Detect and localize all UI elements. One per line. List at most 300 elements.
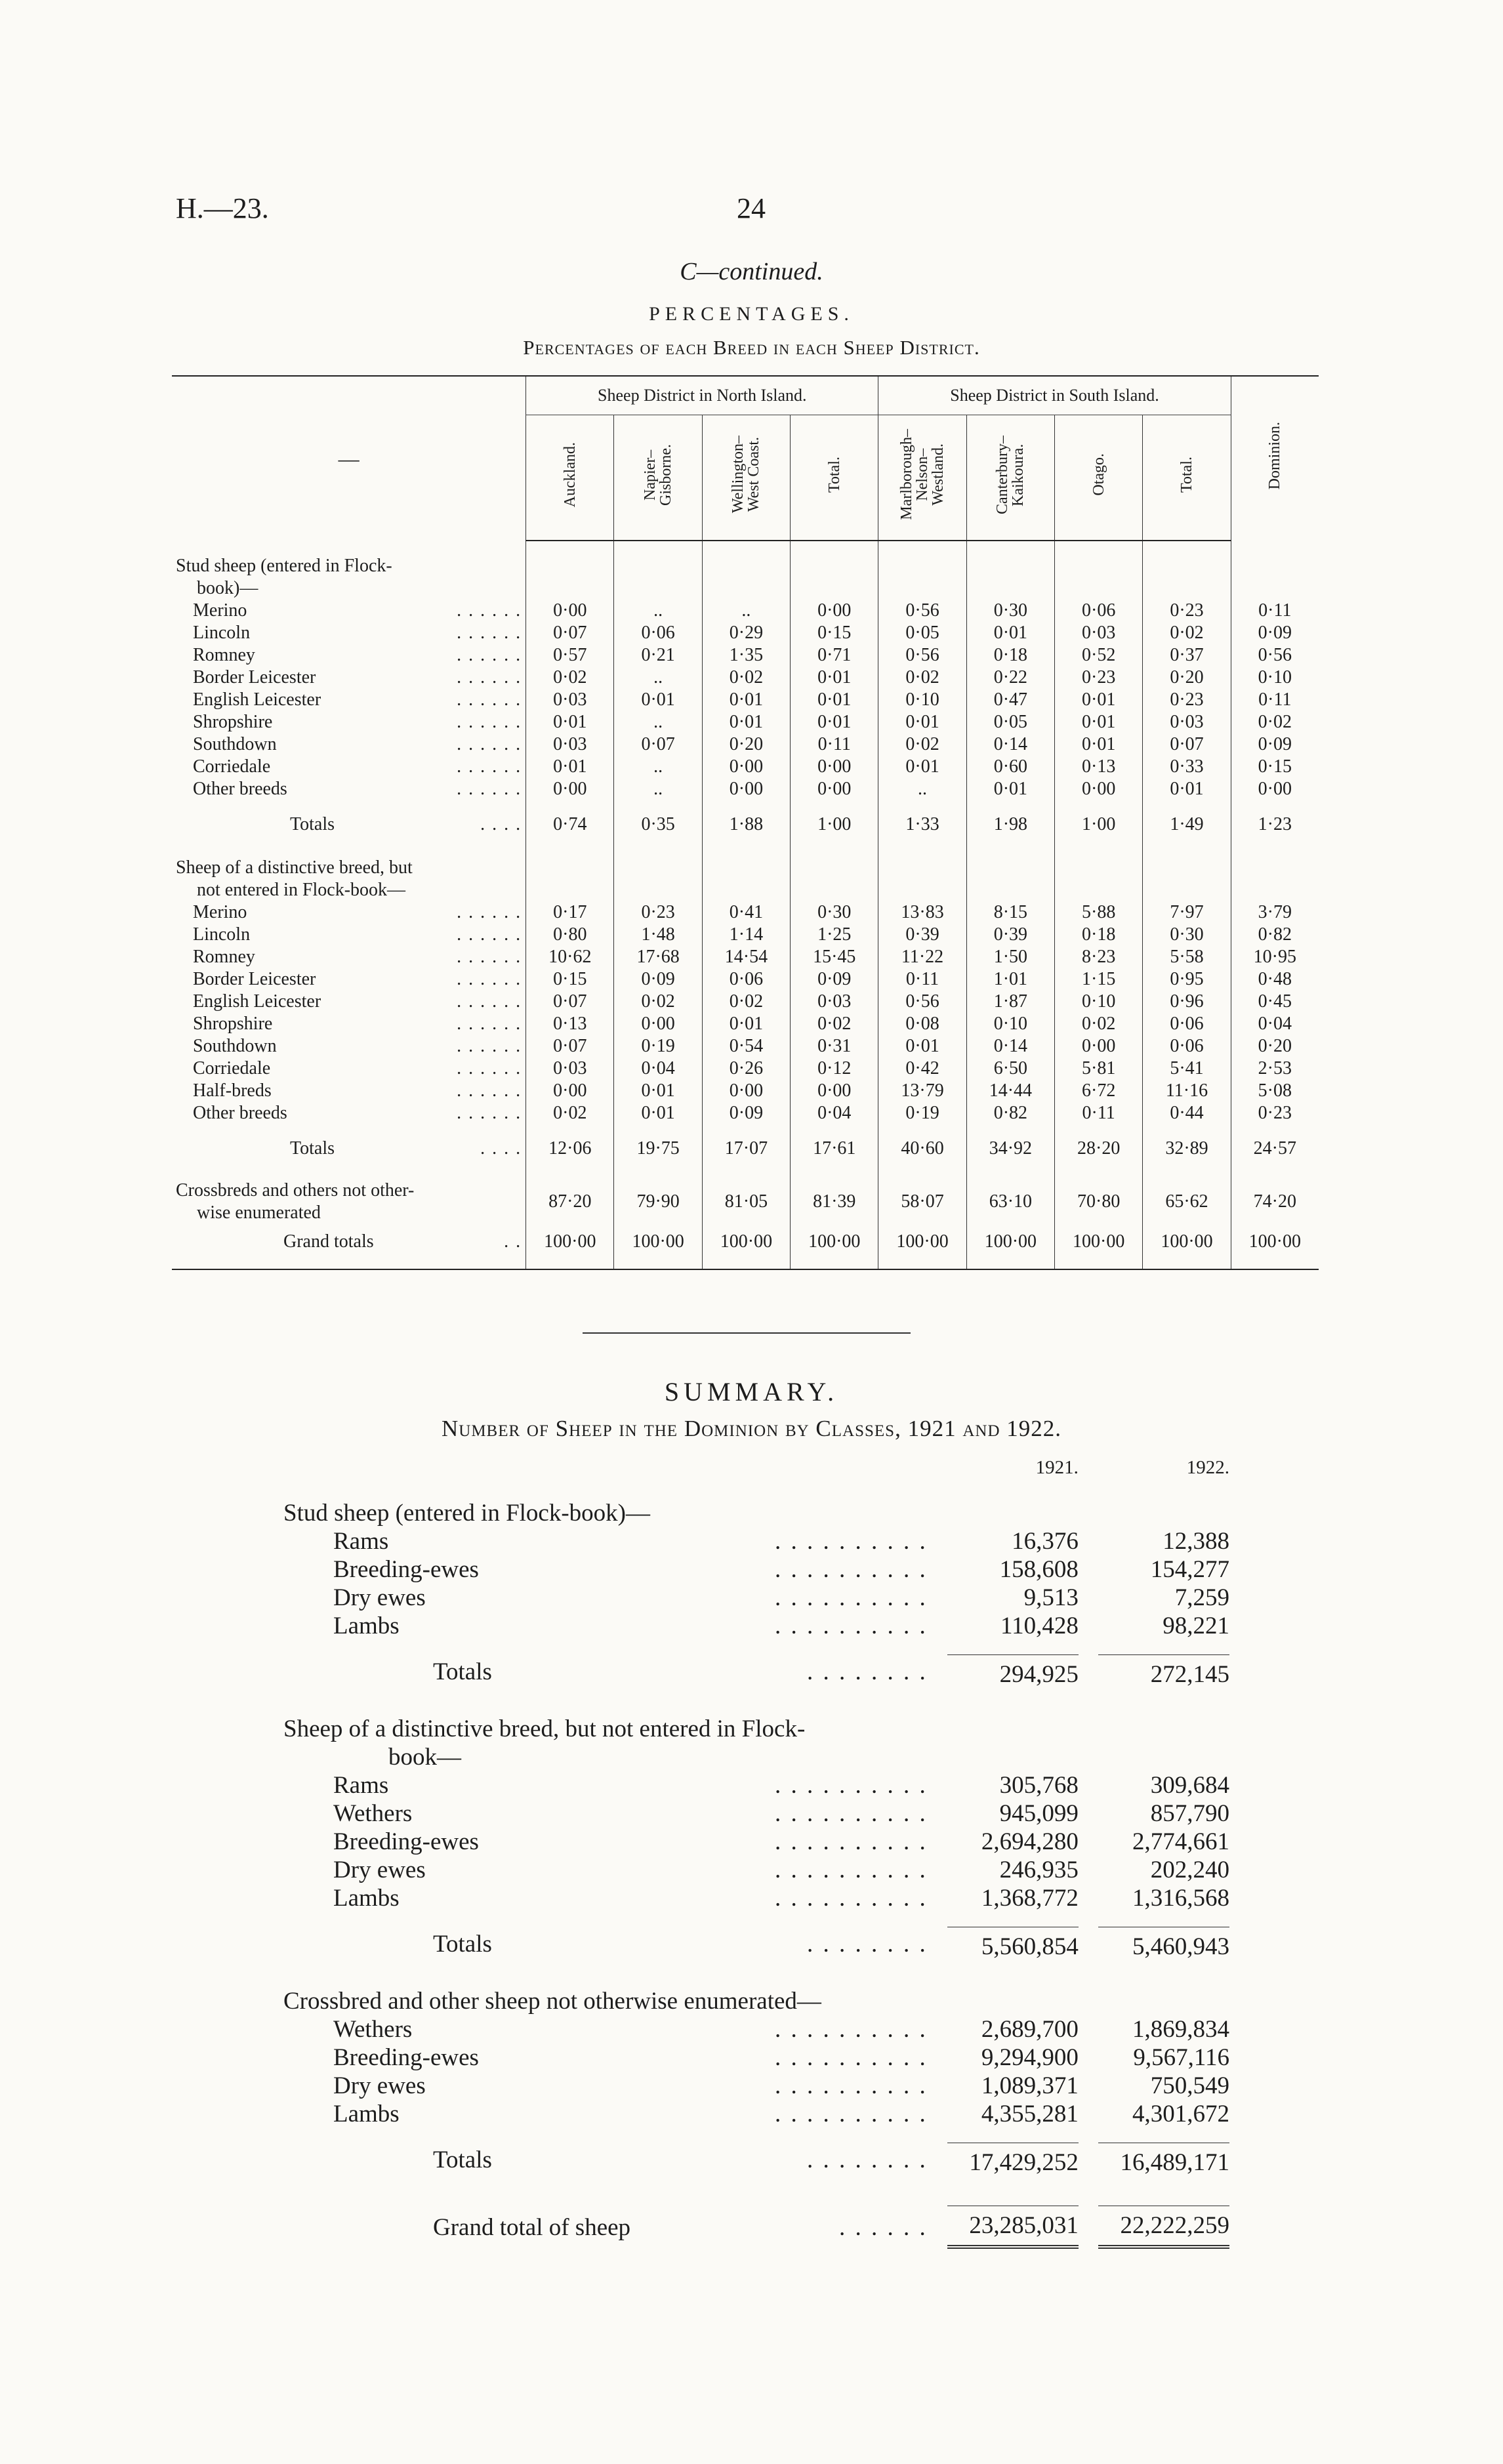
table-cell: .. [614, 756, 702, 778]
leader-dots: . . . . . . [457, 1103, 522, 1123]
table-cell: 81·05 [702, 1166, 790, 1231]
summary-total-1921 [930, 1640, 1081, 1703]
table-cell: 0·00 [791, 778, 878, 800]
table-cell: 1·14 [702, 924, 790, 946]
table-cell: 100·00 [878, 1231, 966, 1269]
table-cell: 0·11 [791, 733, 878, 756]
row-label [172, 778, 526, 800]
table-cell: 5·88 [1055, 901, 1143, 924]
summary-row-label-text: Lambs [333, 2101, 400, 2127]
table-cell: 1·50 [966, 946, 1054, 968]
table-cell: 0·17 [526, 901, 614, 924]
table-cell: 1·88 [702, 800, 790, 842]
grand-totals-label-text: Grand totals [283, 1231, 374, 1252]
summary-totals-label-text: Totals [433, 1658, 492, 1685]
leader-dots: . . . . . . [457, 991, 522, 1012]
table-cell: 0·23 [614, 901, 702, 924]
leader-dots: . . . . . . . . . . [775, 1857, 928, 1883]
table-cell: 28·20 [1055, 1124, 1143, 1166]
leader-dots: . . . . . . [457, 600, 522, 621]
summary-row [281, 1856, 1232, 1884]
summary-row [281, 1555, 1232, 1584]
table-cell: 0·03 [526, 733, 614, 756]
continued-label: C—continued. [680, 258, 823, 285]
table-cell: 0·09 [1231, 622, 1319, 644]
summary-group-heading [281, 1487, 1232, 1527]
leader-dots: . . . . . . . . [807, 2146, 928, 2173]
table-cell: 0·15 [791, 622, 878, 644]
table-cell: 0·33 [1143, 756, 1231, 778]
crossbreds-row [172, 1166, 1319, 1231]
summary-row-label [281, 1555, 930, 1584]
table-cell: 0·01 [614, 689, 702, 711]
summary-value-1922: 12,388 [1163, 1528, 1229, 1555]
summary-totals-label [281, 1640, 930, 1703]
table-cell: 5·81 [1055, 1057, 1143, 1080]
summary-group-heading-line2: book— [388, 1744, 461, 1771]
table-cell: 5·58 [1143, 946, 1231, 968]
empty-cell [878, 842, 966, 901]
row-label [172, 711, 526, 733]
row-label-text: Southdown [193, 1036, 277, 1056]
table-cell: 0·02 [1055, 1013, 1143, 1035]
table-cell: 0·20 [1143, 667, 1231, 689]
summary-value-1922: 202,240 [1150, 1857, 1229, 1883]
table-row [172, 946, 1319, 968]
table-cell: 0·30 [791, 901, 878, 924]
summary-value-1922: 9,567,116 [1133, 2044, 1229, 2071]
summary-value-1921: 9,513 [1023, 1584, 1079, 1611]
summary-grand-total-1921 [930, 2191, 1081, 2263]
summary-group-heading-row [281, 1975, 1232, 2015]
row-label-text: Shropshire [193, 712, 273, 732]
table-cell: 6·72 [1055, 1080, 1143, 1102]
table-cell: 1·00 [1055, 800, 1143, 842]
table-cell: 1·48 [614, 924, 702, 946]
table-cell: 0·01 [1055, 711, 1143, 733]
summary-group-heading-text: Stud sheep (entered in Flock-book)— [283, 1500, 650, 1527]
table-cell: 0·09 [791, 968, 878, 991]
summary-value-1921: 2,689,700 [981, 2016, 1079, 2043]
table-cell: 11·22 [878, 946, 966, 968]
row-label-text: Lincoln [193, 623, 251, 643]
page-number: 24 [737, 192, 766, 224]
south-island-group-header: Sheep District in South Island. [878, 376, 1231, 415]
summary-value-1921: 246,935 [999, 1857, 1079, 1883]
leader-dots: . . . . . . [457, 734, 522, 754]
table-cell: 0·01 [702, 689, 790, 711]
table-cell: 0·47 [966, 689, 1054, 711]
table-cell: 100·00 [614, 1231, 702, 1269]
leader-dots: . . . . . . [457, 1080, 522, 1101]
summary-value-1921: 4,355,281 [981, 2101, 1079, 2127]
table-cell: 0·00 [614, 1013, 702, 1035]
percentages-title: PERCENTAGES. [649, 303, 854, 325]
table-cell: 65·62 [1143, 1166, 1231, 1231]
summary-row-label-text: Wethers [333, 1800, 413, 1827]
crossbreds-line2: wise enumerated [197, 1202, 321, 1223]
empty-cell [1055, 842, 1143, 901]
leader-dots: . . . . . . . . . . [775, 1772, 928, 1799]
table-cell: 19·75 [614, 1124, 702, 1166]
row-label [172, 644, 526, 667]
summary-value-1921: 110,428 [1000, 1612, 1079, 1639]
summary-totals-label [281, 2128, 930, 2191]
table-cell: 0·04 [1231, 1013, 1319, 1035]
table-cell: 0·14 [966, 733, 1054, 756]
table-cell: 0·00 [526, 1080, 614, 1102]
table-cell: 32·89 [1143, 1124, 1231, 1166]
empty-cell [1055, 541, 1143, 600]
col-header-marlborough-nelson-westland: Marlborough– Nelson– Westland. [878, 415, 966, 541]
table-cell: 15·45 [791, 946, 878, 968]
table-cell: 0·48 [1231, 968, 1319, 991]
summary-row-label [281, 2072, 930, 2100]
table-cell: 0·07 [526, 991, 614, 1013]
table-cell: 0·06 [1143, 1013, 1231, 1035]
table-cell: 0·26 [702, 1057, 790, 1080]
table-cell: 0·03 [1055, 622, 1143, 644]
table-cell: 0·80 [526, 924, 614, 946]
summary-total-1921-text: 5,560,854 [947, 1927, 1079, 1961]
summary-value-1921: 305,768 [999, 1772, 1079, 1799]
table-cell: 0·13 [526, 1013, 614, 1035]
year-header-1921: 1921. [1035, 1457, 1079, 1478]
summary-value-1921: 158,608 [999, 1556, 1079, 1583]
summary-row-label-text: Breeding-ewes [333, 2044, 479, 2071]
table-cell: 0·37 [1143, 644, 1231, 667]
table-cell: 0·02 [702, 991, 790, 1013]
table-cell: 0·19 [614, 1035, 702, 1057]
table-cell: 0·45 [1231, 991, 1319, 1013]
table-cell: 0·01 [614, 1080, 702, 1102]
summary-grand-total-1921-text: 23,285,031 [947, 2206, 1079, 2249]
row-label [172, 924, 526, 946]
table-cell: 0·11 [1231, 600, 1319, 622]
summary-value-1921: 9,294,900 [981, 2044, 1079, 2071]
table-cell: 0·41 [702, 901, 790, 924]
summary-row-label [281, 2100, 930, 2128]
leader-dots: . . . . . . [457, 779, 522, 799]
row-label-text: Romney [193, 947, 255, 967]
table-cell: 17·61 [791, 1124, 878, 1166]
table-cell: 0·29 [702, 622, 790, 644]
table-cell: .. [614, 778, 702, 800]
col-header-north-total: Total. [791, 415, 878, 541]
table-cell: 0·11 [878, 968, 966, 991]
leader-dots: . . . . . . . . . . [775, 1528, 928, 1555]
leader-dots: . . . . . . [457, 756, 522, 777]
summary-row-label [281, 1856, 930, 1884]
summary-total-1922-text: 16,489,171 [1098, 2143, 1229, 2177]
table-cell: 1·98 [966, 800, 1054, 842]
section-heading-row [172, 541, 1319, 600]
table-cell: 0·02 [878, 733, 966, 756]
section-heading-line1: Stud sheep (entered in Flock- [176, 556, 392, 576]
totals-label [172, 800, 526, 842]
leader-dots: . . . . . . . . . . [775, 2101, 928, 2127]
row-label-text: Lincoln [193, 924, 251, 945]
table-cell: 0·03 [1143, 711, 1231, 733]
empty-cell [614, 541, 702, 600]
table-cell: .. [614, 667, 702, 689]
table-cell: 0·02 [702, 667, 790, 689]
summary-row-label [281, 2043, 930, 2072]
table-cell: 0·42 [878, 1057, 966, 1080]
summary-totals-label-text: Totals [433, 2146, 492, 2173]
table-cell: 0·09 [1231, 733, 1319, 756]
summary-row-label [281, 2015, 930, 2043]
summary-value-1922: 98,221 [1163, 1612, 1229, 1639]
table-cell: 0·39 [966, 924, 1054, 946]
report-reference: H.—23. [176, 192, 269, 224]
col-header-wellington-west-coast: Wellington– West Coast. [702, 415, 790, 541]
leader-dots: . . . . . . . . . . [775, 1828, 928, 1855]
table-cell: 0·00 [702, 778, 790, 800]
table-cell: 0·60 [966, 756, 1054, 778]
row-label [172, 946, 526, 968]
row-label-text: Border Leicester [193, 667, 316, 688]
leader-dots: . . . . . . [457, 1036, 522, 1056]
summary-row [281, 2043, 1232, 2072]
leader-dots: . . . . . . [457, 645, 522, 665]
summary-table [281, 1451, 1232, 2263]
table-cell: 0·11 [1231, 689, 1319, 711]
section-divider [583, 1332, 911, 1334]
table-row [172, 778, 1319, 800]
summary-value-1922: 750,549 [1150, 2072, 1229, 2099]
table-cell: 0·07 [526, 1035, 614, 1057]
table-cell: 0·56 [1231, 644, 1319, 667]
row-label-text: Romney [193, 645, 255, 665]
table-cell: 0·52 [1055, 644, 1143, 667]
table-row [172, 901, 1319, 924]
table-cell: 0·14 [966, 1035, 1054, 1057]
table-cell: 0·01 [1143, 778, 1231, 800]
table-cell: .. [614, 600, 702, 622]
summary-row-label-text: Breeding-ewes [333, 1828, 479, 1855]
col-header-dominion: Dominion. [1231, 376, 1319, 541]
table-cell: 0·10 [1055, 991, 1143, 1013]
totals-row [172, 1124, 1319, 1166]
leader-dots: . . . . . . . . . . [775, 1584, 928, 1611]
table-cell: 40·60 [878, 1124, 966, 1166]
empty-cell [791, 842, 878, 901]
crossbreds-line1: Crossbreds and others not other- [176, 1180, 415, 1201]
leader-dots: . . . . . . [457, 1058, 522, 1078]
table-row [172, 622, 1319, 644]
empty-cell [614, 842, 702, 901]
summary-value-1922: 1,316,568 [1132, 1885, 1229, 1912]
empty-cell [1143, 842, 1231, 901]
empty-cell [878, 541, 966, 600]
totals-label-text: Totals [290, 814, 335, 834]
summary-value-1921: 2,694,280 [981, 1828, 1079, 1855]
table-cell: 1·15 [1055, 968, 1143, 991]
table-cell: 0·01 [702, 711, 790, 733]
summary-totals-row [281, 1640, 1232, 1703]
empty-cell [702, 842, 790, 901]
section-heading [172, 842, 526, 901]
summary-grand-total-1922-text: 22,222,259 [1098, 2206, 1229, 2249]
table-cell: 0·01 [614, 1102, 702, 1124]
table-cell: 0·00 [791, 1080, 878, 1102]
table-row [172, 924, 1319, 946]
table-cell: 0·23 [1055, 667, 1143, 689]
table-cell: 5·08 [1231, 1080, 1319, 1102]
table-cell: 0·01 [1055, 733, 1143, 756]
table-cell: 0·15 [1231, 756, 1319, 778]
table-row [172, 667, 1319, 689]
table-cell: 14·44 [966, 1080, 1054, 1102]
empty-cell [702, 541, 790, 600]
table-cell: 0·01 [878, 756, 966, 778]
row-label [172, 667, 526, 689]
table-row [172, 1057, 1319, 1080]
table-cell: 7·97 [1143, 901, 1231, 924]
summary-group-heading [281, 1703, 1232, 1771]
table-cell: 12·06 [526, 1124, 614, 1166]
row-label [172, 733, 526, 756]
section-heading-line2: book)— [197, 578, 258, 598]
table-cell: 0·56 [878, 600, 966, 622]
leader-dots: . . . . . . [457, 969, 522, 989]
table-cell: 14·54 [702, 946, 790, 968]
table-cell: 0·06 [1143, 1035, 1231, 1057]
table-row [172, 1013, 1319, 1035]
table-cell: 0·02 [1143, 622, 1231, 644]
leader-dots: . . . . . . [457, 667, 522, 688]
col-header-napier-gisborne: Napier– Gisborne. [614, 415, 702, 541]
leader-dots: . . . . . . [457, 947, 522, 967]
table-cell: 0·00 [702, 756, 790, 778]
table-cell: 1·35 [702, 644, 790, 667]
row-label [172, 756, 526, 778]
section-heading [172, 541, 526, 600]
leader-dots: . . . . . . [457, 902, 522, 922]
leader-dots: . . . . . . . . . . [775, 2072, 928, 2099]
summary-row-label [281, 1828, 930, 1856]
table-cell: 0·21 [614, 644, 702, 667]
table-cell: 0·56 [878, 644, 966, 667]
summary-row-label [281, 1884, 930, 1912]
table-cell: 5·41 [1143, 1057, 1231, 1080]
table-cell: 1·01 [966, 968, 1054, 991]
summary-row-label-text: Breeding-ewes [333, 1556, 479, 1583]
empty-cell [966, 842, 1054, 901]
table-cell: 0·20 [702, 733, 790, 756]
leader-dots: . . [504, 1231, 522, 1252]
table-cell: 0·00 [526, 600, 614, 622]
table-cell: 0·02 [791, 1013, 878, 1035]
summary-row [281, 2072, 1232, 2100]
table-cell: 0·95 [1143, 968, 1231, 991]
table-cell: 100·00 [1231, 1231, 1319, 1269]
table-cell: 0·31 [791, 1035, 878, 1057]
leader-dots: . . . . . . . . . . [775, 2016, 928, 2043]
row-label [172, 600, 526, 622]
table-cell: 0·03 [526, 689, 614, 711]
table-cell: 0·71 [791, 644, 878, 667]
summary-row [281, 1584, 1232, 1612]
table-cell: 1·87 [966, 991, 1054, 1013]
table-cell: 63·10 [966, 1166, 1054, 1231]
row-label [172, 1057, 526, 1080]
table-cell: 0·18 [1055, 924, 1143, 946]
table-cell: 0·00 [526, 778, 614, 800]
summary-row-label [281, 1799, 930, 1828]
summary-row [281, 1884, 1232, 1912]
col-header-canterbury-kaikoura: Canterbury– Kaikoura. [966, 415, 1054, 541]
summary-total-1921 [930, 1912, 1081, 1975]
table-cell: 0·13 [1055, 756, 1143, 778]
summary-row-label [281, 1527, 930, 1555]
col-header-south-total: Total. [1143, 415, 1231, 541]
summary-group-heading-text: Crossbred and other sheep not otherwise enumerated— [283, 1988, 821, 2015]
table-cell: 8·15 [966, 901, 1054, 924]
leader-dots: . . . . . . . . . . [775, 2044, 928, 2071]
table-row [172, 968, 1319, 991]
summary-row-label-text: Wethers [333, 2016, 413, 2043]
table-row [172, 689, 1319, 711]
row-label-text: Corriedale [193, 756, 271, 777]
empty-cell [966, 541, 1054, 600]
summary-row-label [281, 1584, 930, 1612]
totals-row [172, 800, 1319, 842]
leader-dots: . . . . . . . . [807, 1930, 928, 1958]
totals-label-text: Totals [290, 1138, 335, 1159]
table-cell: 0·03 [791, 991, 878, 1013]
table-cell: 0·02 [1231, 711, 1319, 733]
table-cell: 0·10 [878, 689, 966, 711]
section-heading-row [172, 842, 1319, 901]
summary-total-1922-text: 5,460,943 [1098, 1927, 1229, 1961]
row-label-text: Shropshire [193, 1014, 273, 1034]
summary-grand-total-label-text: Grand total of sheep [433, 2213, 631, 2241]
summary-total-1921-text: 294,925 [947, 1654, 1079, 1689]
summary-total-1921 [930, 2128, 1081, 2191]
empty-cell [526, 842, 614, 901]
table-row [172, 733, 1319, 756]
summary-group-heading-row [281, 1703, 1232, 1771]
table-cell: 100·00 [1143, 1231, 1231, 1269]
row-label-text: Merino [193, 600, 247, 621]
summary-row-label-text: Dry ewes [333, 1584, 426, 1611]
year-header-1922: 1922. [1186, 1457, 1229, 1478]
row-label [172, 1080, 526, 1102]
table-cell: .. [878, 778, 966, 800]
empty-cell [1143, 541, 1231, 600]
row-label [172, 991, 526, 1013]
row-label [172, 1013, 526, 1035]
table-cell: 0·30 [966, 600, 1054, 622]
summary-value-1922: 857,790 [1150, 1800, 1229, 1827]
row-label [172, 622, 526, 644]
row-label [172, 968, 526, 991]
table-row [172, 991, 1319, 1013]
table-cell: 13·83 [878, 901, 966, 924]
percentages-table [172, 375, 1319, 1270]
table-cell: 0·00 [791, 600, 878, 622]
table-cell: 0·01 [526, 711, 614, 733]
table-row [172, 644, 1319, 667]
table-cell: 0·19 [878, 1102, 966, 1124]
leader-dots: . . . . . . . . . . [775, 1885, 928, 1912]
row-label-text: Border Leicester [193, 969, 316, 989]
summary-totals-label [281, 1912, 930, 1975]
row-label-text: Half-breds [193, 1080, 272, 1101]
section-heading-line2: not entered in Flock-book— [197, 880, 406, 900]
